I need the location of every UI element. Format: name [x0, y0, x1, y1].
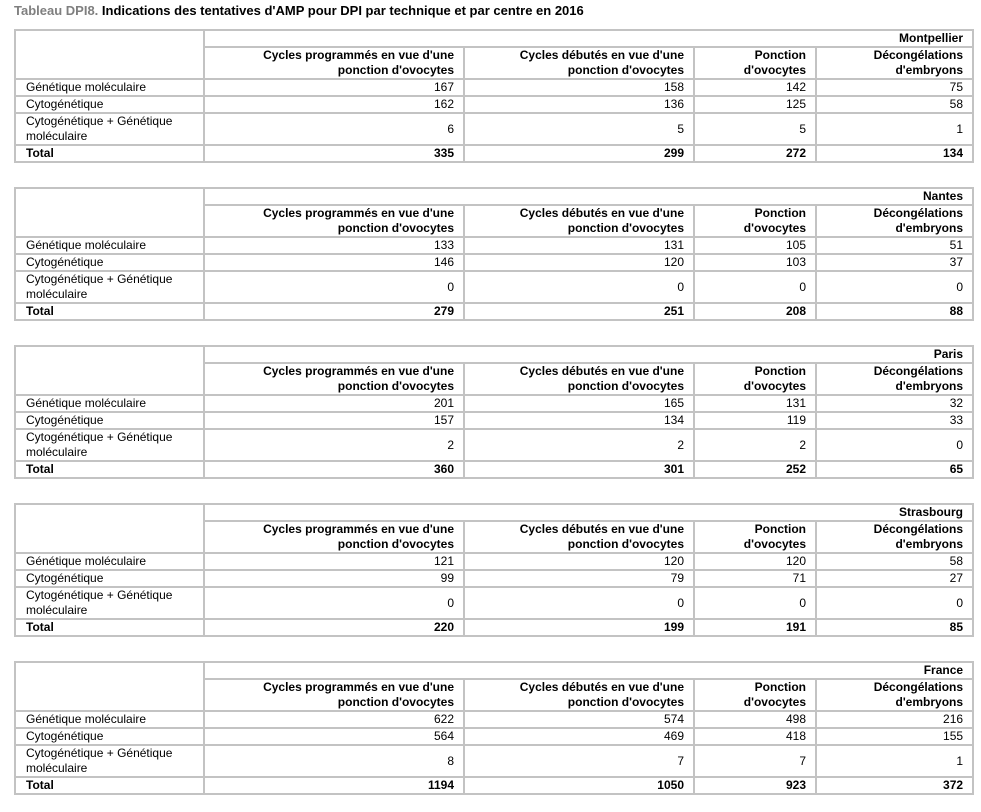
total-label: Total: [15, 619, 204, 636]
cell-value: 75: [816, 79, 973, 96]
corner-cell: [15, 30, 204, 79]
cell-value: 142: [694, 79, 816, 96]
cell-value: 0: [204, 271, 464, 303]
center-table: [14, 345, 974, 479]
table-row: [15, 587, 973, 619]
table-row: [15, 429, 973, 461]
table-row: [15, 553, 973, 570]
cell-value: 201: [204, 395, 464, 412]
column-header: Cycles programmés en vue d'une ponction d'ovocytes: [204, 363, 464, 395]
corner-cell: [15, 662, 204, 711]
center-table: [14, 503, 974, 637]
column-header: Ponction d'ovocytes: [694, 521, 816, 553]
center-name: Montpellier: [204, 30, 973, 47]
total-value: 220: [204, 619, 464, 636]
table-row: [15, 570, 973, 587]
total-value: 251: [464, 303, 694, 320]
cell-value: 162: [204, 96, 464, 113]
cell-value: 99: [204, 570, 464, 587]
total-value: 1050: [464, 777, 694, 794]
total-value: 1194: [204, 777, 464, 794]
cell-value: 165: [464, 395, 694, 412]
cell-value: 79: [464, 570, 694, 587]
total-value: 65: [816, 461, 973, 478]
cell-value: 1: [816, 113, 973, 145]
column-header: Cycles débutés en vue d'une ponction d'ovocytes: [464, 47, 694, 79]
cell-value: 622: [204, 711, 464, 728]
total-label: Total: [15, 461, 204, 478]
cell-value: 0: [204, 587, 464, 619]
total-label: Total: [15, 777, 204, 794]
cell-value: 167: [204, 79, 464, 96]
cell-value: 0: [816, 271, 973, 303]
row-label: Cytogénétique: [15, 728, 204, 745]
cell-value: 157: [204, 412, 464, 429]
column-header: Ponction d'ovocytes: [694, 47, 816, 79]
cell-value: 120: [464, 254, 694, 271]
row-label: Cytogénétique: [15, 570, 204, 587]
corner-cell: [15, 504, 204, 553]
cell-value: 8: [204, 745, 464, 777]
cell-value: 136: [464, 96, 694, 113]
row-label: Génétique moléculaire: [15, 79, 204, 96]
column-header: Cycles débutés en vue d'une ponction d'ovocytes: [464, 363, 694, 395]
column-header: Ponction d'ovocytes: [694, 363, 816, 395]
cell-value: 105: [694, 237, 816, 254]
row-label: Génétique moléculaire: [15, 553, 204, 570]
total-row: [15, 145, 973, 162]
cell-value: 1: [816, 745, 973, 777]
cell-value: 51: [816, 237, 973, 254]
table-number: Tableau DPI8.: [14, 3, 99, 18]
column-header: Décongélations d'embryons: [816, 47, 973, 79]
total-value: 191: [694, 619, 816, 636]
row-label: Cytogénétique + Génétique moléculaire: [15, 745, 204, 777]
column-header: Décongélations d'embryons: [816, 679, 973, 711]
cell-value: 134: [464, 412, 694, 429]
table-row: [15, 237, 973, 254]
total-value: 301: [464, 461, 694, 478]
table-row: [15, 254, 973, 271]
cell-value: 33: [816, 412, 973, 429]
cell-value: 5: [464, 113, 694, 145]
total-value: 279: [204, 303, 464, 320]
cell-value: 574: [464, 711, 694, 728]
cell-value: 469: [464, 728, 694, 745]
cell-value: 121: [204, 553, 464, 570]
column-header: Ponction d'ovocytes: [694, 205, 816, 237]
total-value: 923: [694, 777, 816, 794]
cell-value: 0: [464, 587, 694, 619]
table-row: [15, 79, 973, 96]
total-value: 335: [204, 145, 464, 162]
cell-value: 120: [694, 553, 816, 570]
cell-value: 0: [694, 271, 816, 303]
cell-value: 58: [816, 96, 973, 113]
cell-value: 27: [816, 570, 973, 587]
row-label: Cytogénétique: [15, 254, 204, 271]
cell-value: 58: [816, 553, 973, 570]
total-row: [15, 303, 973, 320]
total-row: [15, 461, 973, 478]
total-row: [15, 619, 973, 636]
cell-value: 37: [816, 254, 973, 271]
table-row: [15, 745, 973, 777]
total-row: [15, 777, 973, 794]
total-label: Total: [15, 303, 204, 320]
cell-value: 133: [204, 237, 464, 254]
cell-value: 7: [464, 745, 694, 777]
cell-value: 32: [816, 395, 973, 412]
cell-value: 125: [694, 96, 816, 113]
cell-value: 2: [204, 429, 464, 461]
center-name: France: [204, 662, 973, 679]
total-value: 208: [694, 303, 816, 320]
corner-cell: [15, 346, 204, 395]
row-label: Cytogénétique: [15, 96, 204, 113]
cell-value: 216: [816, 711, 973, 728]
page-title: [14, 3, 584, 19]
column-header: Cycles programmés en vue d'une ponction d'ovocytes: [204, 205, 464, 237]
cell-value: 5: [694, 113, 816, 145]
column-header: Décongélations d'embryons: [816, 521, 973, 553]
total-value: 360: [204, 461, 464, 478]
table-row: [15, 271, 973, 303]
cell-value: 71: [694, 570, 816, 587]
cell-value: 2: [694, 429, 816, 461]
table-row: [15, 412, 973, 429]
total-label: Total: [15, 145, 204, 162]
column-header: Cycles programmés en vue d'une ponction d'ovocytes: [204, 679, 464, 711]
table-row: [15, 113, 973, 145]
cell-value: 0: [816, 429, 973, 461]
row-label: Génétique moléculaire: [15, 711, 204, 728]
center-table: [14, 187, 974, 321]
column-header: Décongélations d'embryons: [816, 363, 973, 395]
row-label: Cytogénétique: [15, 412, 204, 429]
cell-value: 7: [694, 745, 816, 777]
cell-value: 131: [464, 237, 694, 254]
row-label: Génétique moléculaire: [15, 237, 204, 254]
column-header: Ponction d'ovocytes: [694, 679, 816, 711]
center-name: Paris: [204, 346, 973, 363]
center-table: [14, 29, 974, 163]
row-label: Cytogénétique + Génétique moléculaire: [15, 271, 204, 303]
center-name: Nantes: [204, 188, 973, 205]
column-header: Cycles débutés en vue d'une ponction d'ovocytes: [464, 521, 694, 553]
cell-value: 6: [204, 113, 464, 145]
column-header: Décongélations d'embryons: [816, 205, 973, 237]
cell-value: 564: [204, 728, 464, 745]
total-value: 134: [816, 145, 973, 162]
table-caption: Indications des tentatives d'AMP pour DPI par technique et par centre en 2016: [101, 3, 584, 18]
cell-value: 155: [816, 728, 973, 745]
cell-value: 103: [694, 254, 816, 271]
total-value: 85: [816, 619, 973, 636]
cell-value: 119: [694, 412, 816, 429]
row-label: Cytogénétique + Génétique moléculaire: [15, 429, 204, 461]
total-value: 252: [694, 461, 816, 478]
total-value: 299: [464, 145, 694, 162]
table-row: [15, 728, 973, 745]
cell-value: 120: [464, 553, 694, 570]
table-row: [15, 395, 973, 412]
cell-value: 418: [694, 728, 816, 745]
column-header: Cycles programmés en vue d'une ponction d'ovocytes: [204, 47, 464, 79]
total-value: 88: [816, 303, 973, 320]
total-value: 199: [464, 619, 694, 636]
column-header: Cycles débutés en vue d'une ponction d'ovocytes: [464, 205, 694, 237]
total-value: 272: [694, 145, 816, 162]
row-label: Cytogénétique + Génétique moléculaire: [15, 587, 204, 619]
center-table: [14, 661, 974, 795]
table-row: [15, 711, 973, 728]
cell-value: 0: [694, 587, 816, 619]
cell-value: 131: [694, 395, 816, 412]
column-header: Cycles programmés en vue d'une ponction d'ovocytes: [204, 521, 464, 553]
cell-value: 0: [816, 587, 973, 619]
row-label: Cytogénétique + Génétique moléculaire: [15, 113, 204, 145]
cell-value: 0: [464, 271, 694, 303]
row-label: Génétique moléculaire: [15, 395, 204, 412]
cell-value: 498: [694, 711, 816, 728]
corner-cell: [15, 188, 204, 237]
cell-value: 2: [464, 429, 694, 461]
cell-value: 158: [464, 79, 694, 96]
table-row: [15, 96, 973, 113]
total-value: 372: [816, 777, 973, 794]
center-name: Strasbourg: [204, 504, 973, 521]
cell-value: 146: [204, 254, 464, 271]
column-header: Cycles débutés en vue d'une ponction d'ovocytes: [464, 679, 694, 711]
